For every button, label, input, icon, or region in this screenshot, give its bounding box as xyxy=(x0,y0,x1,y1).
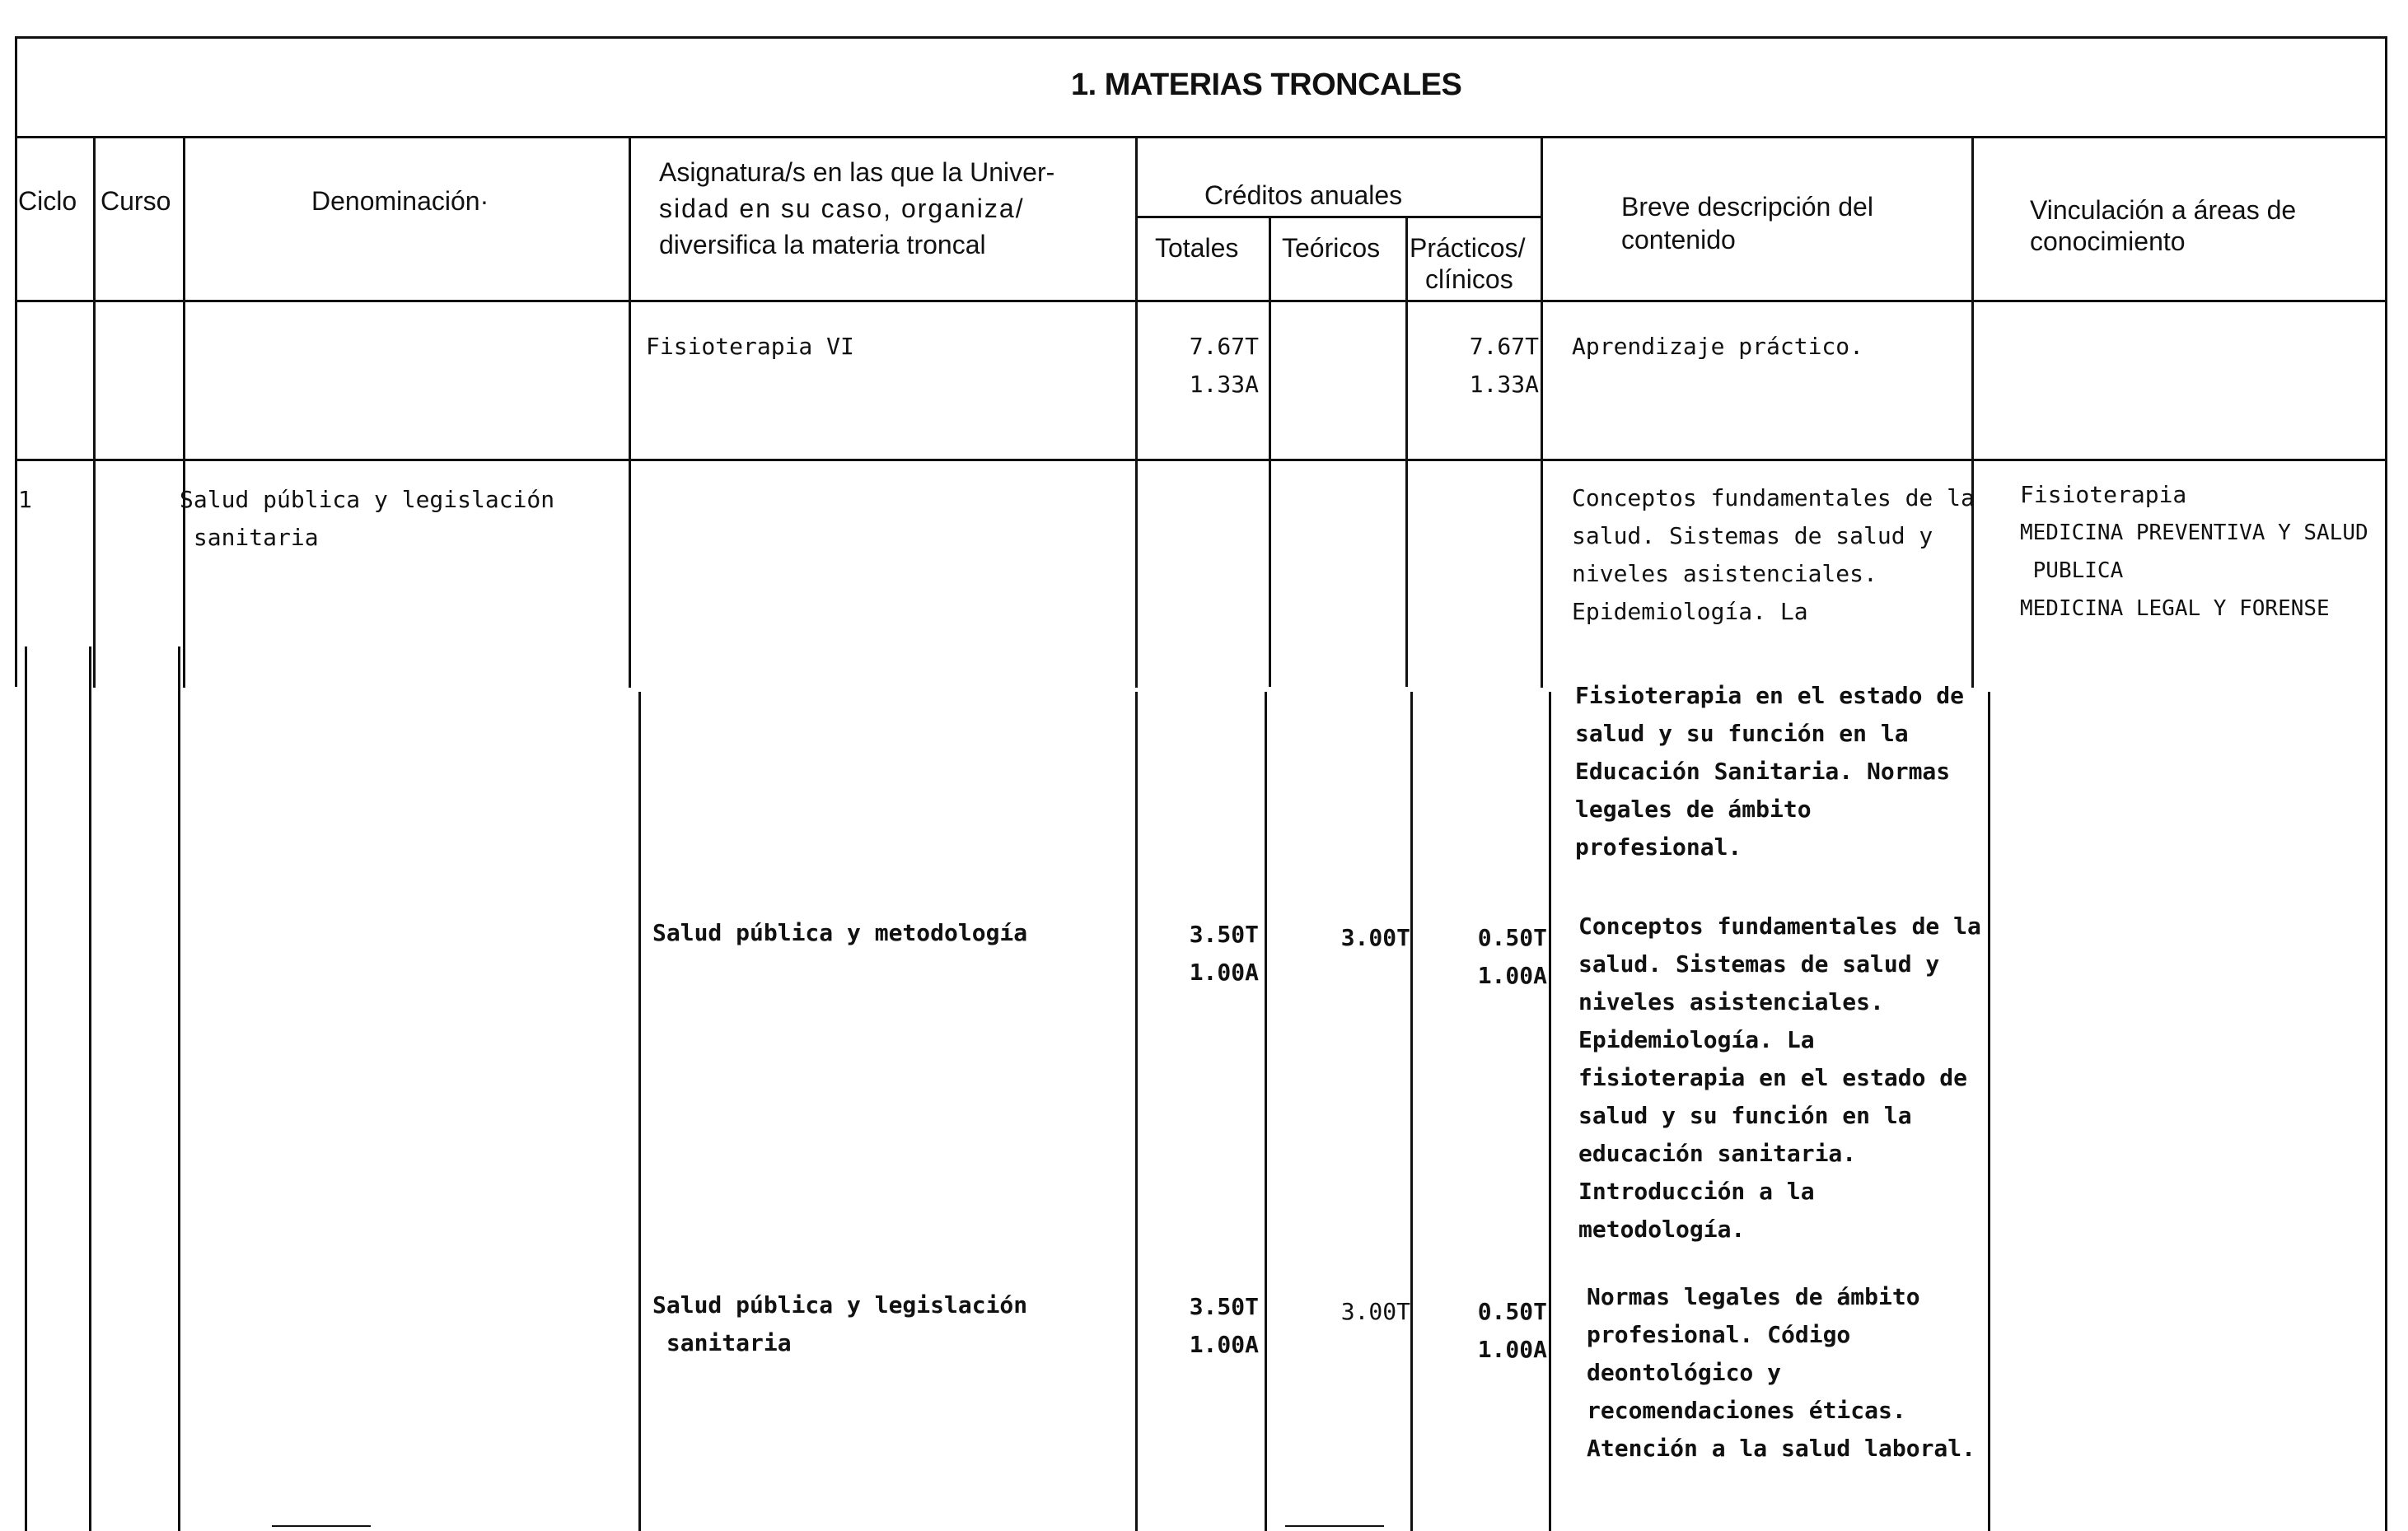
asignatura-metodologia: Salud pública y metodología xyxy=(652,919,1028,946)
descripcion-line: Fisioterapia en el estado de xyxy=(1575,682,1965,709)
header-creditos: Créditos anuales xyxy=(1204,180,1403,210)
practicos-value: 1.33A xyxy=(1469,371,1539,398)
header-asignatura-1: Asignatura/s en las que la Univer- xyxy=(659,157,1055,187)
asignatura-legislacion: sanitaria xyxy=(652,1329,792,1356)
header-totales: Totales xyxy=(1155,233,1239,263)
header-asignatura-2: sidad en su caso, organiza/ xyxy=(659,194,1025,223)
descripcion-line: niveles asistenciales. xyxy=(1572,560,1877,587)
header-vinculacion-2: conocimiento xyxy=(2030,226,2186,256)
descripcion-line: Introducción a la xyxy=(1578,1178,1815,1205)
page-title: 1. MATERIAS TRONCALES xyxy=(1071,68,1462,102)
descripcion-line: Conceptos fundamentales de la xyxy=(1578,913,1981,940)
asignatura-fisioterapia-vi: Fisioterapia VI xyxy=(646,333,854,360)
descripcion-line: profesional. Código xyxy=(1587,1321,1851,1348)
totales-value: 3.50T xyxy=(1189,921,1259,948)
descripcion-line: deontológico y xyxy=(1587,1359,1782,1386)
descripcion-line: Conceptos fundamentales de la xyxy=(1572,484,1975,511)
totales-value: 1.00A xyxy=(1189,959,1259,986)
asignatura-legislacion: Salud pública y legislación xyxy=(652,1291,1028,1319)
totales-value: 3.50T xyxy=(1189,1293,1259,1320)
descripcion-line: fisioterapia en el estado de xyxy=(1578,1064,1968,1091)
totales-value: 1.00A xyxy=(1189,1331,1259,1358)
practicos-value: 1.00A xyxy=(1477,962,1547,989)
descripcion-line: Epidemiología. La xyxy=(1572,598,1808,625)
header-ciclo: Ciclo xyxy=(18,186,77,216)
descripcion-line: recomendaciones éticas. xyxy=(1587,1397,1906,1424)
header-vinculacion-1: Vinculación a áreas de xyxy=(2030,195,2297,225)
descripcion-line: Epidemiología. La xyxy=(1578,1026,1815,1053)
vinculacion-line: MEDICINA LEGAL Y FORENSE xyxy=(2020,596,2330,621)
header-denominacion: Denominación· xyxy=(311,186,489,216)
practicos-value: 7.67T xyxy=(1469,333,1539,360)
header-curso: Curso xyxy=(101,186,171,216)
teoricos-value: 3.00T xyxy=(1340,1298,1410,1325)
descripcion-line: salud y su función en la xyxy=(1575,720,1909,747)
ciclo-value: 1 xyxy=(18,486,32,513)
descripcion-line: salud y su función en la xyxy=(1578,1102,1912,1129)
teoricos-value: 3.00T xyxy=(1340,924,1410,951)
header-asignatura-3: diversifica la materia troncal xyxy=(659,230,986,259)
vinculacion-line: Fisioterapia xyxy=(2020,481,2187,508)
totales-value: 1.33A xyxy=(1189,371,1259,398)
practicos-value: 0.50T xyxy=(1477,924,1547,951)
descripcion-text: Aprendizaje práctico. xyxy=(1572,333,1864,360)
header-practicos-2: clínicos xyxy=(1425,264,1513,294)
descripcion-line: Educación Sanitaria. Normas xyxy=(1575,758,1951,785)
descripcion-line: Normas legales de ámbito xyxy=(1587,1283,1920,1310)
vinculacion-line: MEDICINA PREVENTIVA Y SALUD xyxy=(2020,520,2368,545)
totales-value: 7.67T xyxy=(1189,333,1259,360)
practicos-value: 0.50T xyxy=(1477,1298,1547,1325)
descripcion-line: metodología. xyxy=(1578,1216,1746,1243)
denominacion-line: sanitaria xyxy=(180,524,319,551)
header-descripcion-2: contenido xyxy=(1621,225,1736,254)
denominacion-line: Salud pública y legislación xyxy=(180,486,555,513)
descripcion-line: niveles asistenciales. xyxy=(1578,988,1884,1015)
header-descripcion-1: Breve descripción del xyxy=(1621,192,1873,222)
descripcion-line: profesional. xyxy=(1575,833,1742,861)
header-teoricos: Teóricos xyxy=(1282,233,1381,263)
practicos-value: 1.00A xyxy=(1477,1336,1547,1363)
descripcion-line: legales de ámbito xyxy=(1575,796,1812,823)
header-practicos-1: Prácticos/ xyxy=(1410,233,1526,263)
descripcion-line: Atención a la salud laboral. xyxy=(1587,1435,1976,1462)
descripcion-line: salud. Sistemas de salud y xyxy=(1578,950,1940,978)
descripcion-line: salud. Sistemas de salud y xyxy=(1572,522,1933,549)
descripcion-line: educación sanitaria. xyxy=(1578,1140,1857,1167)
vinculacion-line: PUBLICA xyxy=(2020,558,2124,583)
